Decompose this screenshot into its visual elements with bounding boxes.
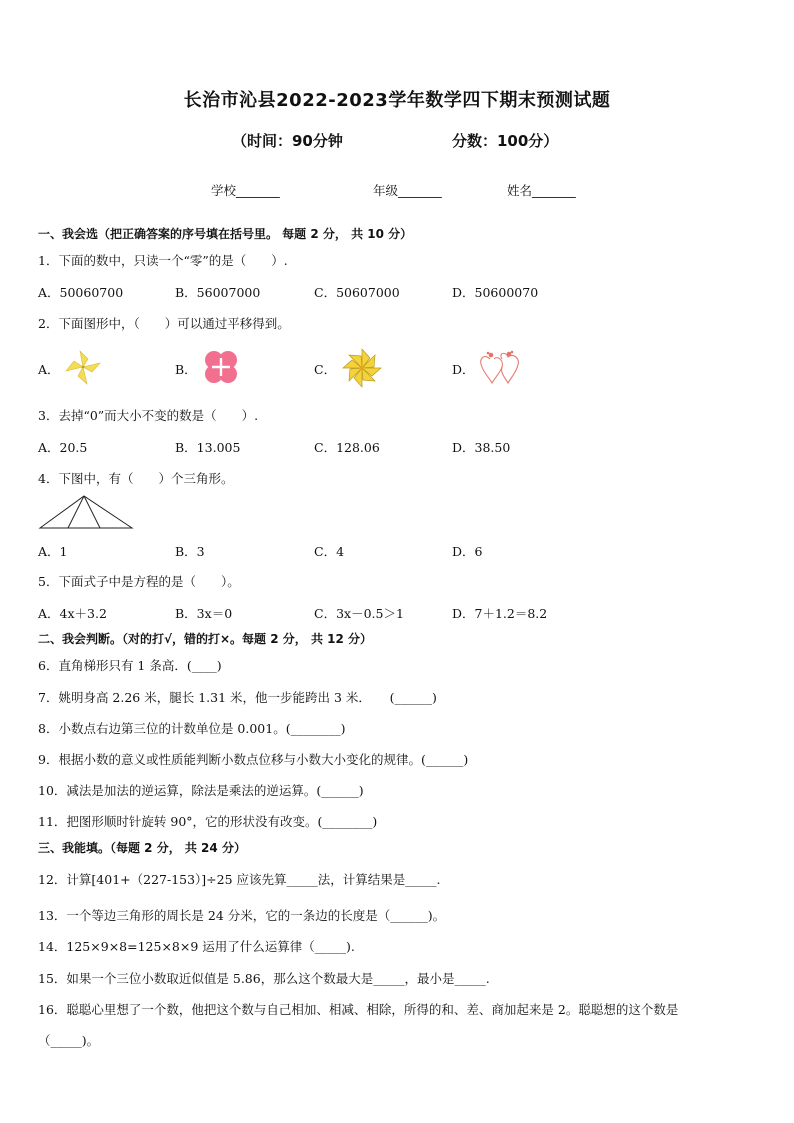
q4-option-c: C．4 [314,544,345,559]
question-16: 16．聪聪心里想了一个数，他把这个数与自己相加、相减、相除，所得的和、差、商加起来是 2。聪聪想的这个数是 [38,1002,679,1017]
section1-heading: 一、我会选（把正确答案的序号填在括号里。 每题 2 分， 共 10 分） [38,227,413,241]
question-3: 3．去掉“0”而大小不变的数是（ ）. [38,408,259,423]
hearts-icon [476,347,524,387]
grade-field: 年级_______ [373,183,442,198]
question-12: 12．计算[401+（227-153）]÷25 应该先算_____法，计算结果是_____. [38,872,441,887]
exam-time: （时间：90分钟 [232,132,343,150]
q2-option-a: A． [38,362,60,377]
q5-option-d: D．7＋1.2＝8.2 [452,606,548,621]
q3-option-c: C．128.06 [314,440,380,455]
question-15: 15．如果一个三位小数取近似值是 5.86，那么这个数最大是_____，最小是_____. [38,971,490,986]
q4-option-a: A．1 [38,544,68,559]
exam-score: 分数：100分） [452,132,559,150]
q2-option-b: B． [175,362,197,377]
section2-heading: 二、我会判断。（对的打√，错的打×。每题 2 分， 共 12 分） [38,632,372,646]
q1-option-c: C．50607000 [314,285,400,300]
pinwheel-icon [62,347,104,387]
q5-option-b: B．3x＝0 [175,606,233,621]
question-13: 13．一个等边三角形的周长是 24 分米，它的一条边的长度是（______)。 [38,908,446,923]
q2-option-c: C． [314,362,337,377]
question-2: 2．下面图形中，（ ）可以通过平移得到。 [38,316,290,331]
question-7: 7．姚明身高 2.26 米，腿长 1.31 米，他一步能跨出 3 米． (______) [38,690,437,705]
q1-option-a: A．50060700 [38,285,124,300]
question-10: 10．减法是加法的逆运算，除法是乘法的逆运算。(______) [38,783,364,798]
q5-option-c: C．3x－0.5＞1 [314,606,404,621]
question-11: 11．把图形顺时针旋转 90°，它的形状没有改变。(________) [38,814,378,829]
name-field: 姓名_______ [507,183,576,198]
q2-option-d: D． [452,362,475,377]
question-14: 14．125×9×8=125×8×9 运用了什么运算律（_____). [38,939,355,954]
q3-option-a: A．20.5 [38,440,88,455]
q3-option-d: D．38.50 [452,440,511,455]
flower-icon [200,346,242,388]
exam-title: 长治市沁县2022-2023学年数学四下期末预测试题 [183,90,611,111]
question-9: 9．根据小数的意义或性质能判断小数点位移与小数大小变化的规律。(______) [38,752,469,767]
q3-option-b: B．13.005 [175,440,241,455]
question-5: 5．下面式子中是方程的是（ ）。 [38,574,240,589]
question-8: 8．小数点右边第三位的计数单位是 0.001。(________) [38,721,346,736]
question-1: 1．下面的数中，只读一个“零”的是（ ）. [38,253,288,268]
q4-option-b: B．3 [175,544,205,559]
q1-option-b: B．56007000 [175,285,261,300]
section3-heading: 三、我能填。（每题 2 分， 共 24 分） [38,841,246,855]
q1-option-d: D．50600070 [452,285,539,300]
school-field: 学校_______ [211,183,280,198]
q5-option-a: A．4x＋3.2 [38,606,107,621]
question-6: 6．直角梯形只有 1 条高．(____) [38,658,222,673]
question-4: 4．下图中，有（ ）个三角形。 [38,471,234,486]
question-16-answer: （_____)。 [38,1033,100,1048]
windmill-icon [340,346,384,390]
q4-option-d: D．6 [452,544,483,559]
triangle-figure [38,494,134,530]
